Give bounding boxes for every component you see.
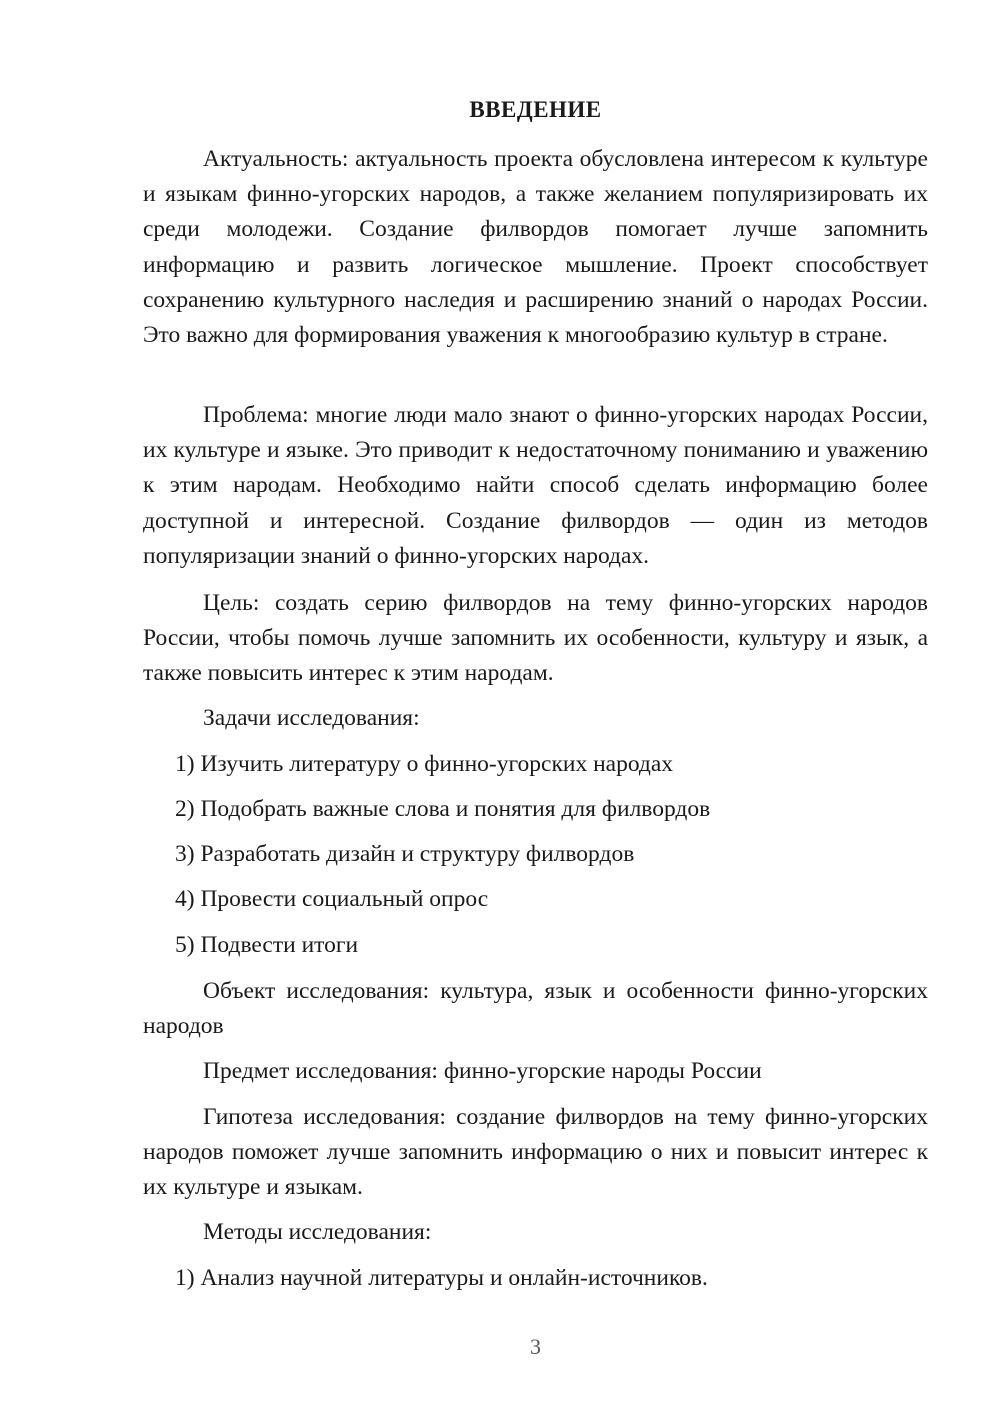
task-item: 4) Провести социальный опрос [175, 886, 489, 912]
paragraph-object: Объект исследования: культура, язык и особенности финно-угорских народов [143, 978, 928, 1040]
paragraph-subject: Предмет исследования: финно-угорские народы России [203, 1058, 762, 1084]
paragraph-hypothesis: Гипотеза исследования: создание филвордов на тему финно-угорских народов поможет лучше запомнить информацию о них и повысит интерес к их культуре и языкам. [143, 1104, 928, 1201]
methods-heading: Методы исследования: [203, 1219, 432, 1245]
method-item: 1) Анализ научной литературы и онлайн-источников. [175, 1265, 708, 1291]
task-item: 3) Разработать дизайн и структуру филвордов [175, 841, 635, 867]
tasks-heading: Задачи исследования: [203, 705, 420, 731]
section-title: ВВЕДЕНИЕ [469, 97, 602, 122]
paragraph-goal: Цель: создать серию филвордов на тему финно-угорских народов России, чтобы помочь лучше запомнить их особенности, культуру и язык, а также повысить интерес к этим народам. [143, 590, 928, 687]
task-item: 1) Изучить литературу о финно-угорских народах [175, 751, 674, 777]
paragraph-problem: Проблема: многие люди мало знают о финно-угорских народах России, их культуре и языке. Это приводит к недостаточному пониманию и уважению к этим народам. Необходимо найти способ сделать информацию более доступной и интересной. Создание филвордов — один из методов популяризации знаний о финно-угорских народах. [143, 402, 928, 569]
paragraph-relevance: Актуальность: актуальность проекта обусловлена интересом к культуре и языкам финно-угорских народов, а также желанием популяризировать их среди молодежи. Создание филвордов помогает лучше запомнить информацию и развить логическое мышление. Проект способствует сохранению культурного наследия и расширению знаний о народах России. Это важно для формирования уважения к многообразию культур в стране. [143, 146, 928, 349]
page-number: 3 [530, 1334, 541, 1359]
task-item: 2) Подобрать важные слова и понятия для филвордов [175, 796, 711, 822]
document-page [143, 0, 928, 1414]
task-item: 5) Подвести итоги [175, 932, 359, 958]
